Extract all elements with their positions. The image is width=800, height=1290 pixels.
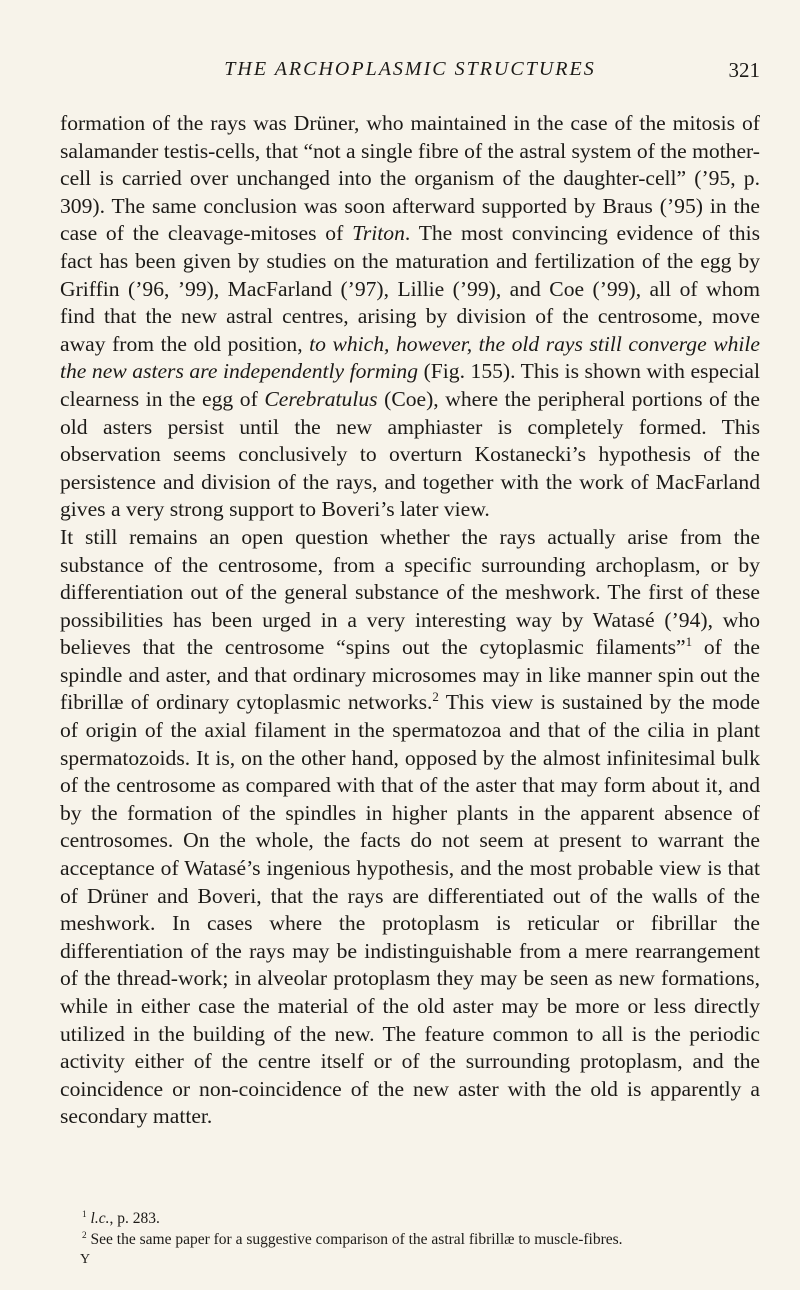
footnote-ref-1[interactable]: 1	[685, 634, 693, 650]
footnote-2	[60, 1229, 760, 1250]
page-number: 321	[728, 58, 760, 82]
genus-name-cerebratulus: Cerebratulus	[264, 386, 378, 411]
footnote-mark: 1	[82, 1209, 87, 1220]
emphasized-clause: to which, however, the old rays still converge while the new asters are independently forming	[60, 331, 761, 384]
footnotes	[60, 1208, 760, 1250]
body-text	[60, 110, 760, 1131]
text-run: This view is sustained by the mode of origin of the axial filament in the spermatozoa and that of the cilia in plant spermatozoids. It is, on the other hand, opposed by the almost infinitesimal bulk of the centrosome as compared with that of the aster that may form about it, and by the formation of the spindles in higher plants in the apparent absence of centrosomes. On the whole, the facts do not seem at present to warrant the acceptance of Watasé’s ingenious hypothesis, and the most probable view is that of Drüner and Boveri, that the rays are differentiated out of the walls of the meshwork. In cases where the protoplasm is reticular or fibrillar the differentiation of the rays may be indistinguishable from a mere rearrangement of the thread-work; in alveolar protoplasm they may be seen as new formations, while in either case the material of the old aster may be more or less directly utilized in the building of the new. The feature common to all is the periodic activity either of the centre itself or of the surrounding protoplasm, and the coincidence or non-coincidence of the new aster with the old is apparently a secondary matter.	[60, 690, 760, 1129]
signature-mark: Y	[80, 1252, 91, 1267]
footnote-citation: l.c.	[90, 1210, 110, 1227]
text-run: (Fig. 155). This is shown with especial clearness in the egg of	[60, 359, 760, 411]
footnote-1	[60, 1208, 760, 1229]
footnote-text: , p. 283.	[109, 1210, 160, 1227]
text-run: It still remains an open question whether the rays actually arise from the substance of the centrosome, from a specific surrounding archoplasm, or by differentiation out of the general substance of the meshwork. The first of these possibilities has been urged in a very interesting way by Watasé (’94), who believes that the centrosome “spins out the cytoplasmic filaments”	[60, 524, 760, 660]
genus-name-triton: Triton	[352, 221, 405, 246]
text-run: (Coe), where the peripheral portions of the old asters persist until the new amphiaster is completely formed. This observation seems conclusively to overturn Kostanecki’s hypothesis of the persistence and division of the rays, and together with the work of MacFarland gives a very strong support to Boveri’s later view.	[60, 386, 760, 522]
text-run: of the spindle and aster, and that ordinary microsomes may in like manner spin out the fibrillæ of ordinary cytoplasmic networks.	[60, 635, 760, 715]
footnote-ref-2[interactable]: 2	[432, 689, 439, 705]
text-run: formation of the rays was Drüner, who maintained in the case of the mitosis of salamander testis-cells, that “not a single fibre of the astral system of the mother-cell is carried over unchanged into the organism of the daughter-cell” (’95, p. 309). The same conclusion was soon afterward supported by Braus (’95) in the case of the cleavage-mitoses of	[60, 111, 760, 246]
page-header	[60, 44, 760, 84]
footnote-text: See the same paper for a suggestive comparison of the astral fibrillæ to muscle-fibres.	[90, 1231, 623, 1248]
footnote-mark: 2	[82, 1230, 87, 1241]
text-run: . The most convincing evidence of this fact has been given by studies on the maturation and fertilization of the egg by Griffin (’96, ’99), MacFarland (’97), Lillie (’99), and Coe (’99), all of whom find that the new astral centres, arising by division of the centrosome, move away from the old position,	[60, 221, 760, 356]
running-title: THE ARCHOPLASMIC STRUCTURES	[224, 58, 596, 80]
paragraph-2	[60, 524, 760, 1131]
paragraph-1	[60, 110, 760, 524]
